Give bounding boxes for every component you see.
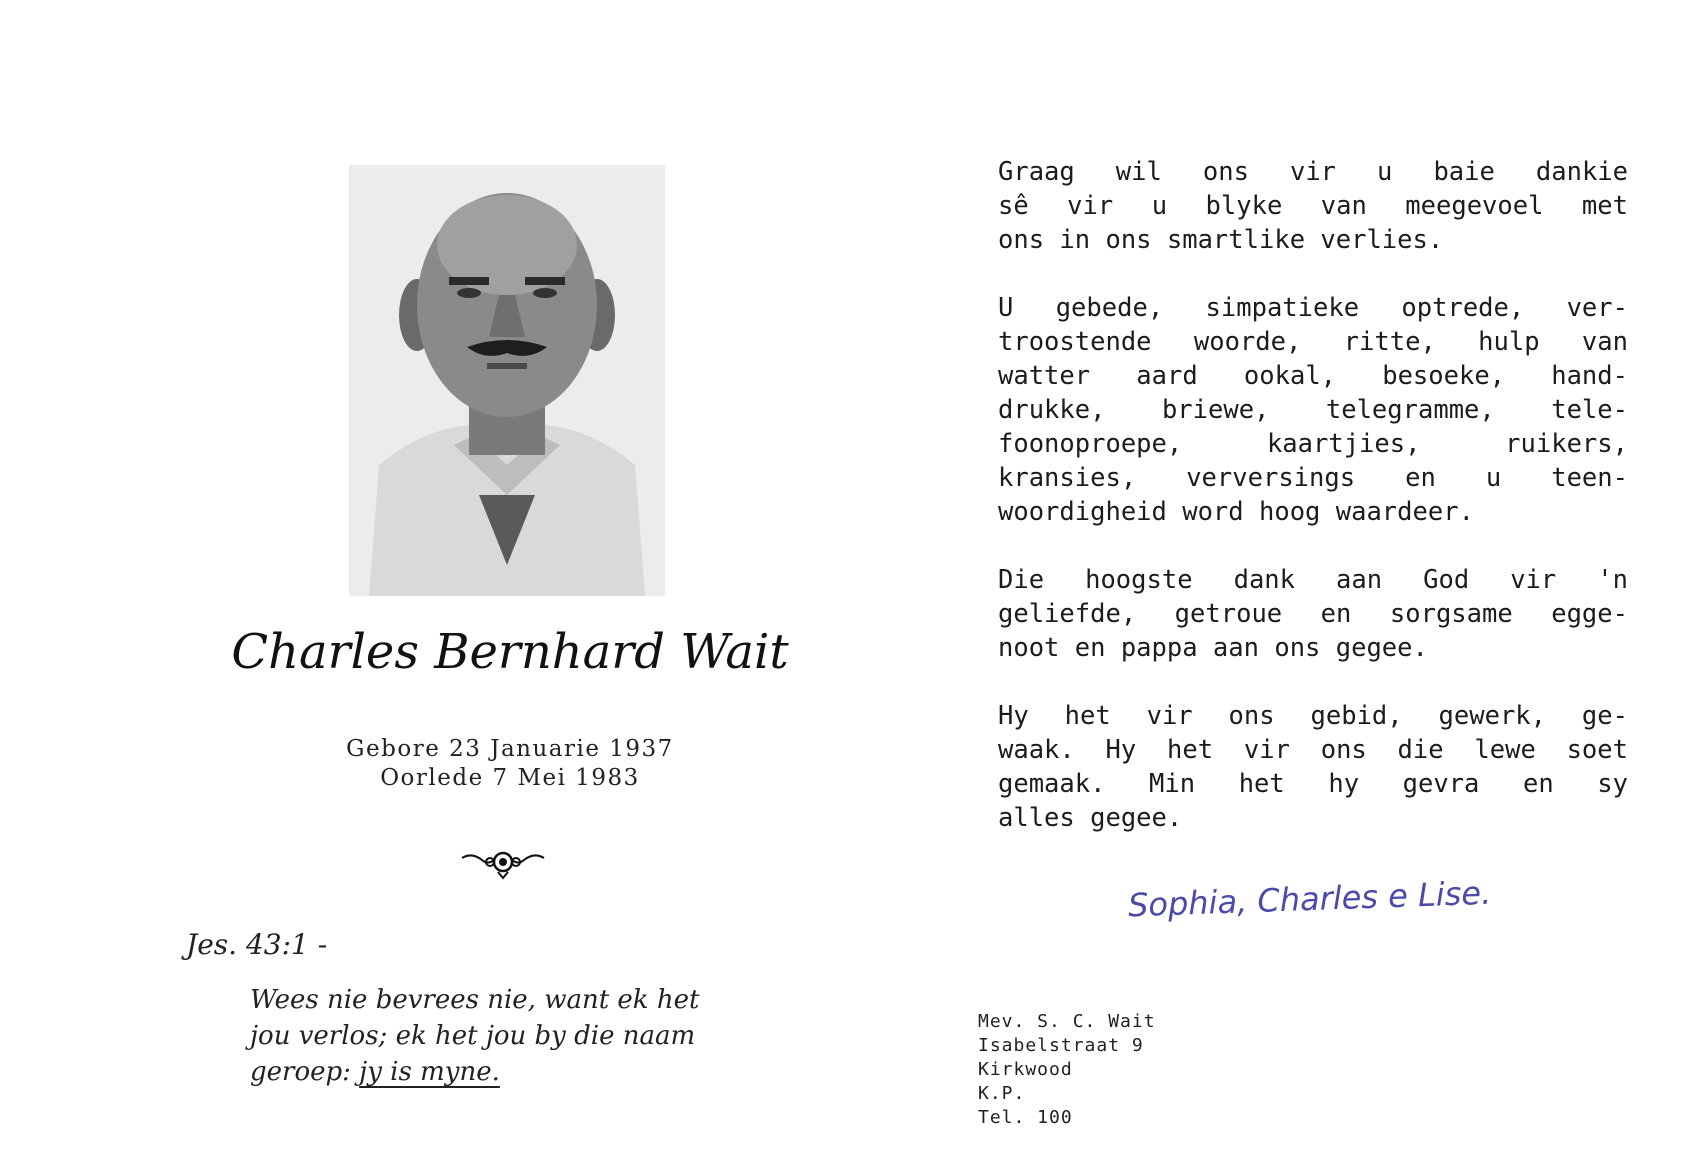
address-line: Isabelstraat 9 bbox=[978, 1035, 1144, 1056]
verse-text bbox=[250, 982, 870, 1090]
deceased-name: Charles Bernhard Wait bbox=[231, 624, 789, 680]
verse-reference: Jes. 43:1 - bbox=[186, 928, 328, 961]
verse-line bbox=[250, 1054, 870, 1090]
birth-date: Gebore 23 Januarie 1937 bbox=[346, 736, 674, 762]
message-line: waak. Hy het vir ons die lewe soet bbox=[998, 735, 1628, 765]
message-line: alles gegee. bbox=[998, 803, 1183, 833]
message-line: troostende woorde, ritte, hulp van bbox=[998, 327, 1628, 357]
portrait-photo bbox=[349, 165, 665, 596]
message-line: noot en pappa aan ons gegee. bbox=[998, 633, 1428, 663]
message-line: kransies, verversings en u teen- bbox=[998, 463, 1628, 493]
return-address bbox=[978, 1010, 1156, 1130]
message-line: sê vir u blyke van meegevoel met bbox=[998, 191, 1628, 221]
message-line: drukke, briewe, telegramme, tele- bbox=[998, 395, 1628, 425]
message-line: ons in ons smartlike verlies. bbox=[998, 225, 1444, 255]
ornament-icon bbox=[460, 850, 546, 880]
verse-line: Wees nie bevrees nie, want ek het bbox=[250, 985, 700, 1015]
message-paragraph bbox=[998, 563, 1628, 665]
message-line: geliefde, getroue en sorgsame egge- bbox=[998, 599, 1628, 629]
message-paragraph bbox=[998, 155, 1628, 257]
message-line: U gebede, simpatieke optrede, ver- bbox=[998, 293, 1628, 323]
message-line: Die hoogste dank aan God vir 'n bbox=[998, 565, 1628, 595]
verse-last-plain: geroep: bbox=[250, 1057, 360, 1087]
message-line: Hy het vir ons gebid, gewerk, ge- bbox=[998, 701, 1628, 731]
message-line: foonoproepe, kaartjies, ruikers, bbox=[998, 429, 1628, 459]
address-line: K.P. bbox=[978, 1083, 1026, 1104]
death-date: Oorlede 7 Mei 1983 bbox=[380, 765, 640, 791]
address-line: Tel. 100 bbox=[978, 1107, 1073, 1128]
handwritten-signature: Sophia, Charles e Lise. bbox=[1127, 873, 1492, 925]
verse-underlined: jy is myne. bbox=[359, 1057, 500, 1087]
message-paragraph bbox=[998, 699, 1628, 835]
message-paragraph bbox=[998, 291, 1628, 529]
message-line: gemaak. Min het hy gevra en sy bbox=[998, 769, 1628, 799]
message-line: Graag wil ons vir u baie dankie bbox=[998, 157, 1628, 187]
message-line: watter aard ookal, besoeke, hand- bbox=[998, 361, 1628, 391]
address-line: Mev. S. C. Wait bbox=[978, 1011, 1156, 1032]
verse-line: jou verlos; ek het jou by die naam bbox=[250, 1021, 696, 1051]
dates-block bbox=[240, 735, 780, 793]
message-line: woordigheid word hoog waardeer. bbox=[998, 497, 1474, 527]
address-line: Kirkwood bbox=[978, 1059, 1073, 1080]
thank-you-message bbox=[998, 155, 1628, 869]
